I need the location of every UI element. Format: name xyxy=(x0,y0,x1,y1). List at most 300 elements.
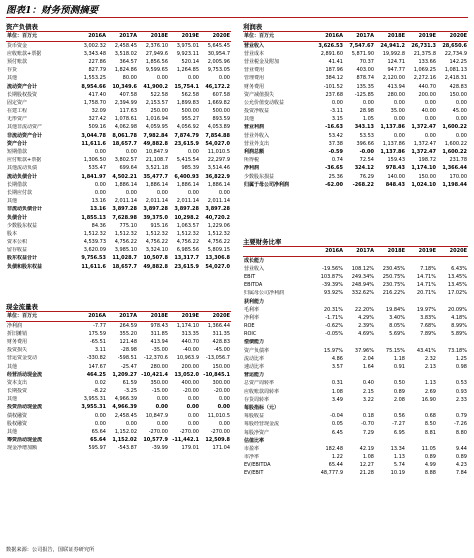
table-cell: 0.00 xyxy=(217,404,230,411)
table-cell: 0.00 xyxy=(424,99,436,106)
table-cell: 4,756.22 xyxy=(114,239,137,246)
column-header: 2020E xyxy=(437,32,468,42)
table-cell: 23,615.9 xyxy=(174,263,199,270)
table-cell: 1,886.14 xyxy=(114,181,137,188)
column-header: 2016A xyxy=(313,32,344,42)
table-cell: 5,871.90 xyxy=(351,50,374,57)
table-cell: 0.00 xyxy=(187,396,199,403)
table-cell: 2,011.14 xyxy=(207,198,230,205)
table-cell: 915.16 xyxy=(150,222,168,229)
table-row xyxy=(243,347,468,355)
table-row xyxy=(243,99,468,107)
table-cell: 25.36 xyxy=(328,173,343,180)
header-row xyxy=(6,32,231,42)
table-cell: 500.00 xyxy=(212,108,230,115)
table-row xyxy=(6,428,231,436)
row-label: 总资产周转率 xyxy=(244,380,275,387)
table-cell: -36.65 xyxy=(325,165,343,172)
column-header: 单位：百万元 xyxy=(243,32,313,42)
table-cell: 327.42 xyxy=(88,116,106,123)
table-cell: 4.86 xyxy=(331,355,343,362)
row-label: ROE xyxy=(244,323,255,330)
table-cell: 230.75% xyxy=(382,282,405,289)
row-label: 市盈率 xyxy=(244,445,260,452)
table-cell: 311.35 xyxy=(212,330,230,337)
table-cell: 1,229.06 xyxy=(207,222,230,229)
table-cell: -7.77 xyxy=(93,322,106,329)
table-cell: 1,600.22 xyxy=(442,124,467,131)
table-row xyxy=(6,363,231,371)
table-cell: 249.34% xyxy=(351,273,374,280)
table-cell: 0.00 xyxy=(218,189,230,196)
table-cell xyxy=(437,257,468,266)
table-cell: 46,172.2 xyxy=(205,83,230,90)
row-label: 股本 xyxy=(7,230,18,237)
row-label: 估值比率 xyxy=(244,437,265,444)
table-cell: 0.89 xyxy=(393,388,405,395)
row-label: 净利率 xyxy=(244,314,260,321)
table-cell: 0.93 xyxy=(455,388,467,395)
table-cell: 595.97 xyxy=(88,445,106,452)
table-row xyxy=(6,239,231,247)
table-cell: 0.00 xyxy=(424,116,436,123)
table-cell: 3,514.46 xyxy=(207,165,230,172)
table-cell: -7.27 xyxy=(392,421,405,428)
table-cell: 26,731.3 xyxy=(411,42,436,49)
table-cell: 535.47 xyxy=(88,165,106,172)
table-row xyxy=(243,67,468,75)
table-cell: 200.00 xyxy=(181,363,199,370)
table-cell: 8.05% xyxy=(389,323,405,330)
table-cell: 2.39% xyxy=(358,323,374,330)
row-label: 长期投资 xyxy=(7,388,28,395)
row-label: 财务费用 xyxy=(7,338,28,345)
table-cell: 13.16 xyxy=(90,206,106,213)
table-cell: 40.00 xyxy=(421,108,436,115)
row-label: 其他 xyxy=(7,363,18,370)
table-row xyxy=(6,412,231,420)
table-cell: -40.00 xyxy=(182,347,199,354)
table-cell: 3.11 xyxy=(94,347,106,354)
table-cell: 22,297.9 xyxy=(207,157,230,164)
table-cell: 1,024.10 xyxy=(411,181,436,188)
table-row xyxy=(243,165,468,173)
table-row xyxy=(6,388,231,396)
table-cell: 2,418.31 xyxy=(444,75,467,82)
table-cell: 72.54 xyxy=(359,157,374,164)
column-header: 2017A xyxy=(344,247,375,257)
table-cell: 3,955.31 xyxy=(83,396,106,403)
table-cell: 4,756.22 xyxy=(176,239,199,246)
table-cell: 1,899.83 xyxy=(176,99,199,106)
row-label: 固定资产 xyxy=(7,99,28,106)
row-label: 少数股东权益 xyxy=(7,222,38,229)
table-cell: 313.35 xyxy=(181,330,199,337)
table-cell: 0.00 xyxy=(187,412,199,419)
column-header: 2018E xyxy=(138,312,169,322)
table-row xyxy=(6,132,231,140)
table-cell: 140.00 xyxy=(387,173,405,180)
table-cell: 2,011.14 xyxy=(145,198,168,205)
table-cell: 14.71% xyxy=(416,273,436,280)
row-label: 营运能力 xyxy=(244,372,265,379)
row-label: 其他 xyxy=(7,396,18,403)
table-row xyxy=(243,265,468,273)
table-cell: -39.99 xyxy=(151,445,168,452)
table-cell: 0.00 xyxy=(155,404,168,411)
table-cell: 0.00 xyxy=(424,132,436,139)
table-row xyxy=(243,124,468,132)
column-header: 单位：百万元 xyxy=(6,32,76,42)
table-cell: 3.15 xyxy=(331,116,343,123)
row-label: 净利润 xyxy=(244,165,260,172)
table-cell xyxy=(313,257,344,266)
table-cell xyxy=(437,437,468,445)
table-cell: 4.69% xyxy=(358,331,374,338)
header-row xyxy=(6,312,231,322)
table-cell: 19,992.8 xyxy=(382,50,405,57)
row-label: 营业成本 xyxy=(244,50,265,57)
table-cell: 10,298.2 xyxy=(174,214,199,221)
table-cell xyxy=(375,257,406,266)
table-cell: 0.02 xyxy=(94,379,106,386)
table-cell: 893.59 xyxy=(212,116,230,123)
table-cell xyxy=(344,404,375,412)
table-row xyxy=(6,108,231,116)
table-cell: 324.12 xyxy=(354,165,374,172)
table-row xyxy=(6,330,231,338)
table-cell: 0.00 xyxy=(186,404,199,411)
table-cell: 2,376.10 xyxy=(145,42,168,49)
table-cell: 8,061.78 xyxy=(112,132,137,139)
table-cell: 133.66 xyxy=(418,58,436,65)
table-cell: 10,847.9 xyxy=(145,412,168,419)
table-cell: 1,824.86 xyxy=(114,67,137,74)
table-row xyxy=(6,75,231,83)
table-cell: 0.00 xyxy=(187,75,199,82)
row-label: 存货 xyxy=(7,67,18,74)
table-cell: 1,841.97 xyxy=(81,173,106,180)
ratios-title: 主要财务比率 xyxy=(243,238,282,246)
table-row xyxy=(243,298,468,306)
table-cell: 1,886.14 xyxy=(145,181,168,188)
table-cell: 150.00 xyxy=(212,363,230,370)
table-cell: 9,753.05 xyxy=(207,67,230,74)
table-row xyxy=(243,363,468,371)
table-cell: 13,306.8 xyxy=(205,255,230,262)
table-cell: 8.88 xyxy=(424,470,436,477)
page-title: 图表1：财务预测摘要 xyxy=(6,5,99,16)
table-cell: 1,209.27 xyxy=(112,371,137,378)
table-cell: 0.00 xyxy=(125,420,137,427)
table-cell: 3,626.53 xyxy=(318,42,343,49)
table-row xyxy=(243,470,468,478)
table-cell: 0.00 xyxy=(455,99,467,106)
table-cell: 1,366.44 xyxy=(207,322,230,329)
table-cell: 36,822.9 xyxy=(205,173,230,180)
table-cell: 84.36 xyxy=(91,222,106,229)
table-row xyxy=(6,58,231,66)
table-cell: 4.23 xyxy=(455,462,467,469)
table-cell: 1,063.57 xyxy=(176,222,199,229)
table-cell: -13,056.7 xyxy=(205,355,230,362)
table-row xyxy=(6,67,231,75)
table-row xyxy=(243,413,468,421)
row-label: 其他非流动资产 xyxy=(7,124,43,131)
table-cell: 30,954.7 xyxy=(207,50,230,57)
table-cell: 1.08 xyxy=(362,454,374,461)
table-cell: 11.05 xyxy=(421,445,436,452)
table-cell: 350.00 xyxy=(150,379,168,386)
table-cell: -0.62% xyxy=(325,323,343,330)
table-cell: 3.40% xyxy=(389,314,405,321)
table-cell: 4,539.73 xyxy=(83,239,106,246)
table-row xyxy=(6,230,231,238)
row-label: 投资活动现金流 xyxy=(7,404,43,411)
table-cell: 1,512.32 xyxy=(207,230,230,237)
table-row xyxy=(6,437,231,445)
table-cell: 22,734.9 xyxy=(444,50,467,57)
table-cell: 1,081.13 xyxy=(444,67,467,74)
table-cell: 70.37 xyxy=(359,58,374,65)
table-cell: -125.85 xyxy=(354,91,374,98)
table-cell: 9,756.53 xyxy=(81,255,106,262)
row-label: 营业外收入 xyxy=(244,132,270,139)
table-cell: 121.48 xyxy=(119,338,137,345)
table-cell: 0.50 xyxy=(393,380,405,387)
table-row xyxy=(243,388,468,396)
column-header: 单位：百万元 xyxy=(6,312,76,322)
table-cell: 699.64 xyxy=(119,165,137,172)
table-cell: 41,900.2 xyxy=(143,83,168,90)
table-cell: 2,011.14 xyxy=(176,198,199,205)
table-cell: 280.00 xyxy=(150,363,168,370)
table-cell: 428.83 xyxy=(212,338,230,345)
table-cell: 464.25 xyxy=(86,371,106,378)
table-cell: 0.00 xyxy=(362,99,374,106)
table-row xyxy=(6,371,231,379)
table-cell: 3.49 xyxy=(331,396,343,403)
row-label: 其他流动负债 xyxy=(7,165,38,172)
table-row xyxy=(243,404,468,412)
table-cell: 2,891.60 xyxy=(320,50,343,57)
row-label: 留存收益 xyxy=(7,247,28,254)
table-cell: 0.00 xyxy=(94,189,106,196)
row-label: 所得税 xyxy=(244,157,260,164)
table-cell: -598.51 xyxy=(117,355,137,362)
table-cell: 2.08 xyxy=(393,396,405,403)
cashflow-table xyxy=(6,311,231,453)
table-cell: 5,809.15 xyxy=(207,247,230,254)
row-label: 经营活动现金流 xyxy=(7,371,43,378)
table-cell: 54,027.0 xyxy=(205,140,230,147)
table-cell: 230.45% xyxy=(382,265,405,272)
table-row xyxy=(6,165,231,173)
table-row xyxy=(243,331,468,339)
table-cell: 6,400.93 xyxy=(174,173,199,180)
table-cell: 65.64 xyxy=(91,429,106,436)
table-cell: 0.56 xyxy=(393,413,405,420)
table-cell xyxy=(406,372,437,380)
table-row xyxy=(6,420,231,428)
row-label: 流动资产合计 xyxy=(7,83,38,90)
row-label: 归属母公司净利润 xyxy=(244,290,285,297)
table-cell: 75.15% xyxy=(385,347,405,354)
table-cell: -8.22 xyxy=(93,388,106,395)
table-cell: -0.04 xyxy=(330,413,343,420)
table-cell: -20.00 xyxy=(213,388,230,395)
table-cell: 3,044.78 xyxy=(81,132,106,139)
table-cell: 1,372.47 xyxy=(411,149,436,156)
table-cell: 413.94 xyxy=(150,338,168,345)
table-cell: 1,137.86 xyxy=(380,149,405,156)
table-cell: -330.82 xyxy=(86,355,106,362)
table-cell: 2.13 xyxy=(424,364,436,371)
table-row xyxy=(6,322,231,331)
table-row xyxy=(6,206,231,214)
table-cell: 65.64 xyxy=(90,437,106,444)
table-cell: 14.71% xyxy=(416,282,436,289)
table-cell: 142.25 xyxy=(449,58,467,65)
table-cell: 0.00 xyxy=(393,132,405,139)
table-cell: 124.71 xyxy=(387,58,405,65)
table-cell: 4.29% xyxy=(358,314,374,321)
table-row xyxy=(243,140,468,148)
column-header: 2017A xyxy=(107,312,138,322)
table-cell: 7,628.98 xyxy=(112,214,137,221)
table-cell: 4,062.98 xyxy=(114,124,137,131)
table-cell: 3,802.57 xyxy=(114,157,137,164)
table-row xyxy=(243,83,468,91)
table-cell: 0.00 xyxy=(331,99,343,106)
row-label: 少数股东损益 xyxy=(244,173,275,180)
table-cell: -15.00 xyxy=(151,388,168,395)
table-cell: 355.20 xyxy=(119,330,137,337)
table-cell: 0.98 xyxy=(455,364,467,371)
table-cell: 198.72 xyxy=(418,157,436,164)
table-row xyxy=(6,99,231,107)
table-cell: -45.00 xyxy=(213,347,230,354)
table-cell: 417.40 xyxy=(88,91,106,98)
table-cell: 978.43 xyxy=(385,165,405,172)
table-cell: 10,577.9 xyxy=(143,437,168,444)
table-cell: 2,011.14 xyxy=(114,198,137,205)
table-cell: 955.27 xyxy=(181,116,199,123)
table-row xyxy=(6,379,231,387)
table-cell: -65.51 xyxy=(89,338,106,345)
table-cell: 520.14 xyxy=(181,58,199,65)
table-cell: 0.00 xyxy=(94,149,106,156)
table-row xyxy=(243,323,468,331)
table-cell xyxy=(375,404,406,412)
table-row xyxy=(243,355,468,363)
table-cell: 1.05 xyxy=(362,116,374,123)
table-cell: 0.00 xyxy=(156,75,168,82)
table-cell: 3.22 xyxy=(362,396,374,403)
column-header: 2018E xyxy=(375,247,406,257)
row-label: 短期借款 xyxy=(7,149,28,156)
table-cell: 0.31 xyxy=(331,380,343,387)
table-cell xyxy=(375,298,406,306)
table-cell: 54,027.0 xyxy=(205,263,230,270)
balance-sheet-table xyxy=(6,31,231,271)
row-label: 存货周转率 xyxy=(244,396,270,403)
table-cell: 1,264.85 xyxy=(176,67,199,74)
table-cell: 40,720.2 xyxy=(205,214,230,221)
table-cell: 11,028.7 xyxy=(112,255,137,262)
table-cell: 1,137.86 xyxy=(380,124,405,131)
table-row xyxy=(6,83,231,91)
table-cell: 0.00 xyxy=(94,420,106,427)
table-cell: 8.99% xyxy=(451,323,467,330)
row-label: 资产负债率 xyxy=(244,347,270,354)
table-cell: 8.50 xyxy=(424,421,436,428)
table-cell: -101.52 xyxy=(323,83,343,90)
row-label: 负债合计 xyxy=(7,214,28,221)
column-header: 2018E xyxy=(138,32,169,42)
table-cell: 0.53 xyxy=(455,380,467,387)
table-cell: 237.68 xyxy=(325,91,343,98)
table-cell: -39.39% xyxy=(322,282,343,289)
table-cell xyxy=(437,339,468,347)
table-cell: 3,324.10 xyxy=(145,247,168,254)
table-cell: 440.70 xyxy=(418,83,436,90)
table-cell: 280.00 xyxy=(387,91,405,98)
table-cell: 4,502.21 xyxy=(112,173,137,180)
row-label: 资本支出 xyxy=(7,379,28,386)
table-cell: -3.25 xyxy=(124,388,137,395)
table-cell: 7.89% xyxy=(420,331,436,338)
table-cell: 3,521.18 xyxy=(145,165,168,172)
table-cell: 0.00 xyxy=(187,189,199,196)
row-label: 预付账款 xyxy=(7,58,28,65)
table-cell: -16.63 xyxy=(325,124,343,131)
table-cell: 8.80 xyxy=(455,429,467,436)
column-header: 2016A xyxy=(313,247,344,257)
table-cell: 11,611.6 xyxy=(81,263,106,270)
table-cell: 175.59 xyxy=(88,330,106,337)
table-cell: -270.00 xyxy=(210,429,230,436)
table-cell: 562.58 xyxy=(181,91,199,98)
table-cell xyxy=(344,437,375,445)
table-cell: 413.94 xyxy=(387,83,405,90)
table-row xyxy=(243,437,468,445)
table-cell: 428.83 xyxy=(449,83,467,90)
table-cell: 3,897.28 xyxy=(205,206,230,213)
table-cell: 93.92% xyxy=(323,290,343,297)
table-cell: 53.53 xyxy=(359,132,374,139)
table-cell: 19.84% xyxy=(385,306,405,313)
income-statement-title: 利润表 xyxy=(243,23,263,31)
row-label: 股东权益合计 xyxy=(7,255,38,262)
table-cell xyxy=(313,298,344,306)
table-cell: 1,306.50 xyxy=(83,157,106,164)
row-label: 折旧摊销 xyxy=(7,330,28,337)
table-cell: 10,349.6 xyxy=(112,83,137,90)
table-cell xyxy=(437,404,468,412)
table-cell: 2.33 xyxy=(455,396,467,403)
table-cell xyxy=(344,372,375,380)
table-cell: 4,966.39 xyxy=(114,396,137,403)
table-cell: 80.00 xyxy=(122,75,137,82)
row-label: 毛利率 xyxy=(244,306,260,313)
table-cell: 1.13 xyxy=(424,380,436,387)
table-cell: 1,886.14 xyxy=(207,181,230,188)
table-cell: 3,897.28 xyxy=(143,206,168,213)
table-cell: 179.01 xyxy=(181,445,199,452)
table-cell: 522.58 xyxy=(150,91,168,98)
row-label: 非流动负债合计 xyxy=(7,206,43,213)
